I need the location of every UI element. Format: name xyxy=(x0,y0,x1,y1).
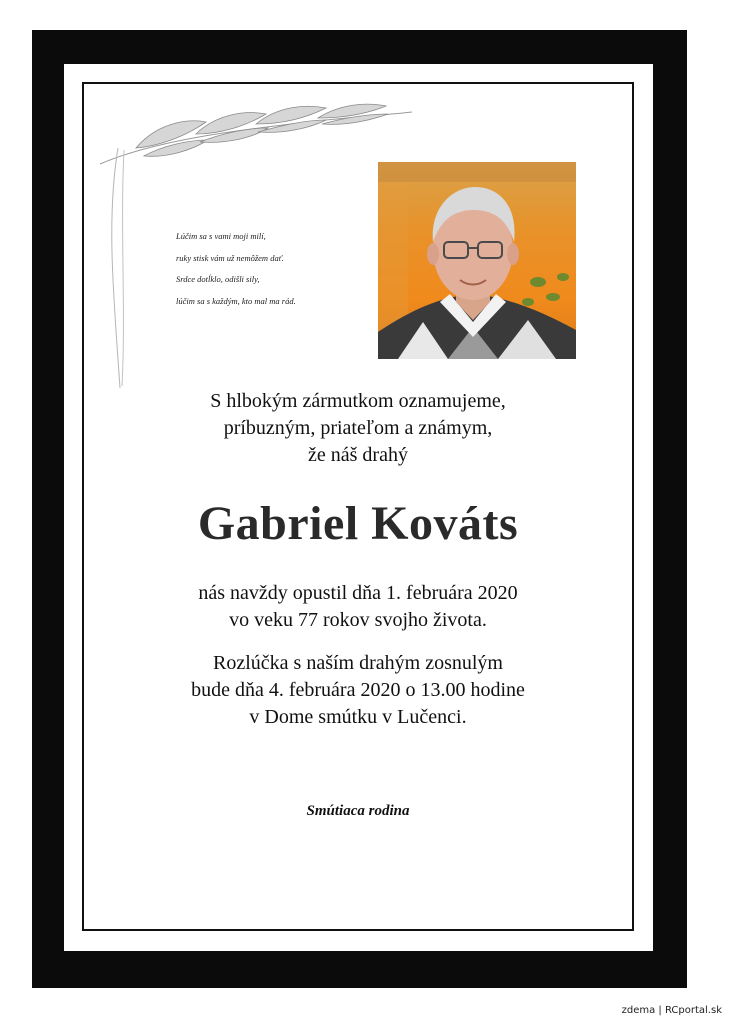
portrait-photo xyxy=(378,162,576,359)
family-signature: Smútiaca rodina xyxy=(306,803,410,819)
source-credit: zdema | RCportal.sk xyxy=(621,1005,722,1016)
funeral-details xyxy=(82,650,634,731)
poem xyxy=(176,226,376,312)
poem-line: Lúčim sa s vami moji milí, xyxy=(176,231,266,241)
deceased-name: Gabriel Kováts xyxy=(197,497,519,550)
poem-line: Srdce dotĺklo, odišli sily, xyxy=(176,274,260,284)
intro-line: príbuzným, priateľom a známym, xyxy=(223,417,493,439)
passing-line: nás navždy opustil dňa 1. februára 2020 xyxy=(198,582,518,604)
funeral-line: v Dome smútku v Lučenci. xyxy=(249,706,467,728)
announcement-intro xyxy=(82,388,634,469)
poem-line: lúčim sa s každým, kto mal ma rád. xyxy=(176,295,296,306)
passing-line: vo veku 77 rokov svojho života. xyxy=(229,609,487,631)
intro-line: S hlbokým zármutkom oznamujeme, xyxy=(210,390,506,412)
poem-line: ruky stisk vám už nemôžem dať. xyxy=(176,252,284,263)
passing-details xyxy=(82,580,634,634)
funeral-line: bude dňa 4. februára 2020 o 13.00 hodine xyxy=(191,679,525,701)
intro-line: že náš drahý xyxy=(308,444,408,466)
funeral-line: Rozlúčka s naším drahým zosnulým xyxy=(213,652,503,674)
